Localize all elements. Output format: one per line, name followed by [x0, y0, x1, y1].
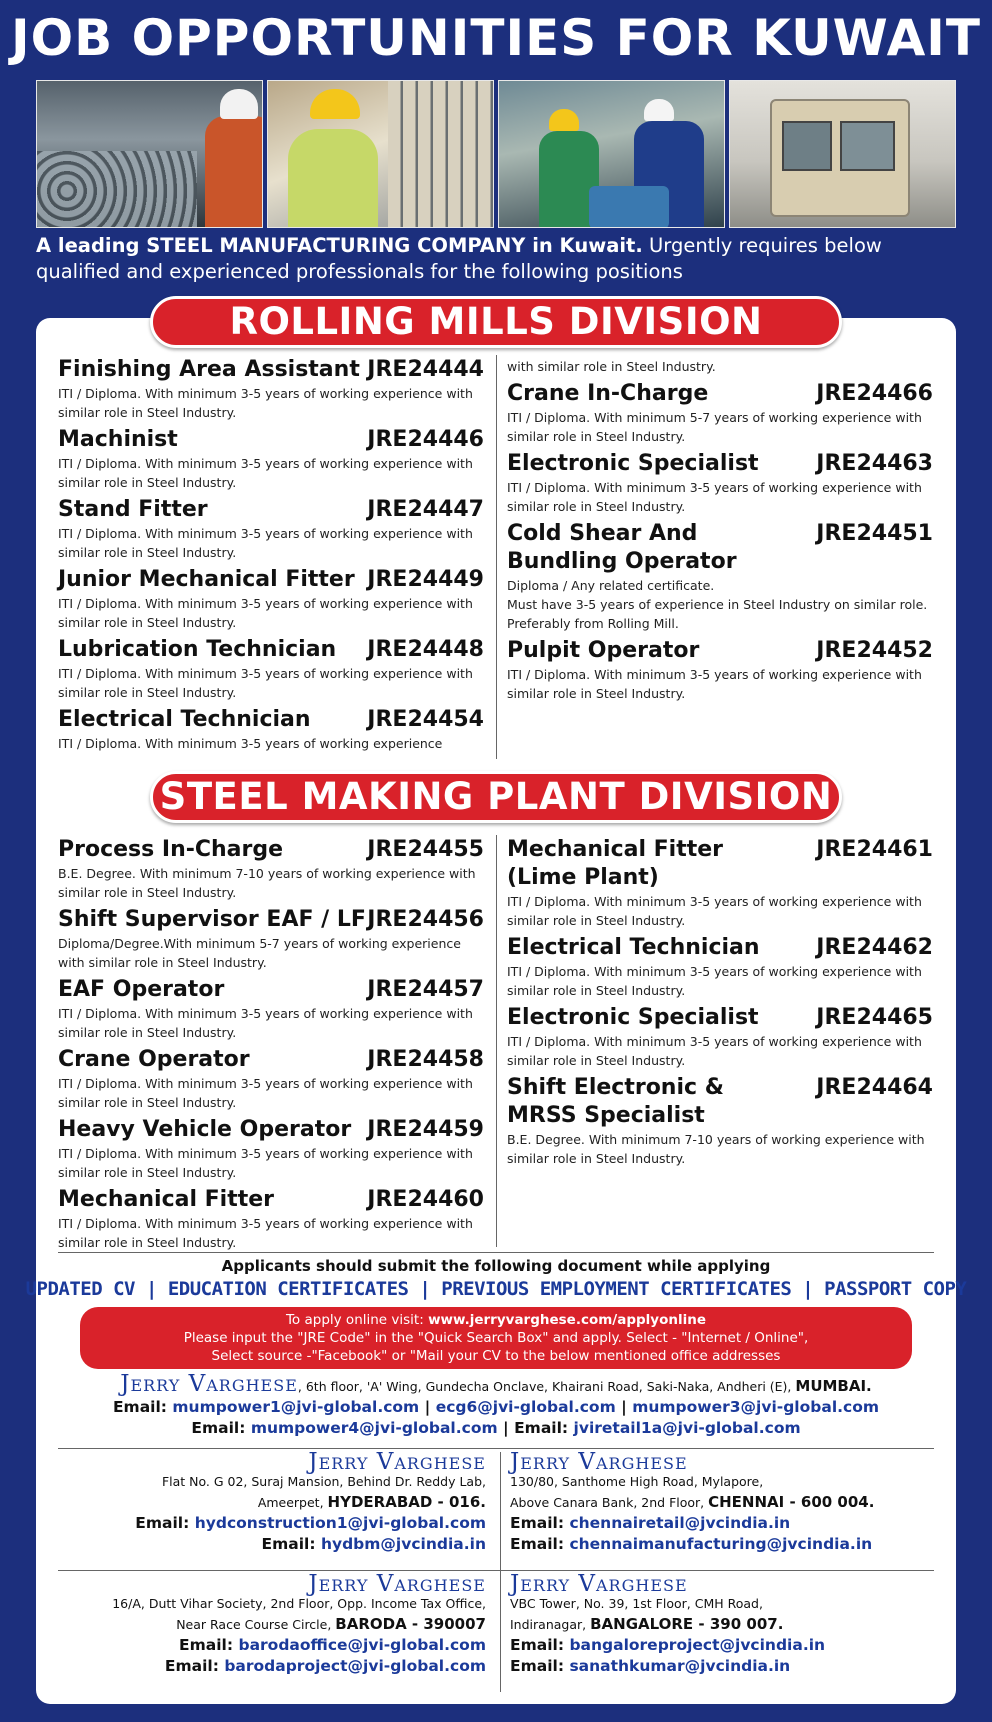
brand-logo: Jerry Varghese [308, 1571, 486, 1597]
job-code: JRE24454 [367, 707, 484, 732]
job-code: JRE24444 [367, 357, 484, 382]
photo-strip [36, 80, 956, 228]
email-link[interactable]: sanathkumar@jvcindia.in [569, 1657, 791, 1675]
job-mechanical-fitter: Mechanical Fitter JRE24460 ITI / Diploma. With minimum 3-5 years of working experience with similar role in Steel Industry. [58, 1187, 484, 1250]
job-finishing-area-assistant: Finishing Area Assistant JRE24444 ITI / Diploma. With minimum 3-5 years of working experience with similar role in Steel Industry. [58, 357, 484, 420]
rolling-divider [496, 355, 497, 759]
job-code: JRE24456 [367, 907, 484, 932]
documents-divider [58, 1252, 934, 1253]
brand-logo: Jerry Varghese [510, 1571, 688, 1597]
intro-company: A leading STEEL MANUFACTURING COMPANY in Kuwait. [36, 234, 643, 257]
job-lubrication-technician: Lubrication Technician JRE24448 ITI / Diploma. With minimum 3-5 years of working experience with similar role in Steel Industry. [58, 637, 484, 700]
job-code: JRE24458 [367, 1047, 484, 1072]
office-chennai: Jerry Varghese 130/80, Santhome High Road, Mylapore, Above Canara Bank, 2nd Floor, CHENNAI - 600 004. Email: chennairetail@jvcindia.in Email: chennaimanufacturing@jvcindia.in [510, 1452, 934, 1555]
intro-requirement: Urgently requires below qualified and experienced professionals for the following positions [36, 234, 882, 283]
job-code: JRE24446 [367, 427, 484, 452]
job-code: JRE24451 [816, 521, 933, 546]
documents-intro: Applicants should submit the following document while applying [221, 1257, 771, 1275]
steel-left-column [58, 836, 484, 1256]
email-link[interactable]: mumpower1@jvi-global.com [172, 1398, 420, 1416]
job-shift-electronic-specialist: Shift Electronic & MRSS Specialist JRE24464 B.E. Degree. With minimum 7-10 years of working experience with similar role in Steel Industry. [507, 1075, 933, 1166]
offices-vertical-divider [500, 1452, 501, 1692]
email-link[interactable]: bangaloreproject@jvcindia.in [569, 1636, 826, 1654]
job-code: JRE24463 [816, 451, 933, 476]
rolling-left-column [58, 356, 484, 757]
job-electrical-technician: Electrical Technician JRE24454 ITI / Diploma. With minimum 3-5 years of working experience [58, 707, 484, 751]
office-hyderabad: Jerry Varghese Flat No. G 02, Suraj Mansion, Behind Dr. Reddy Lab, Ameerpet, HYDERABAD - 016. Email: hydconstruction1@jvi-global.com Email: hydbm@jvcindia.in [58, 1452, 486, 1555]
job-eaf-operator: EAF Operator JRE24457 ITI / Diploma. With minimum 3-5 years of working experience with similar role in Steel Industry. [58, 977, 484, 1040]
brand-logo: Jerry Varghese [510, 1449, 688, 1475]
email-link[interactable]: ecg6@jvi-global.com [435, 1398, 616, 1416]
office-baroda: Jerry Varghese 16/A, Dutt Vihar Society, 2nd Floor, Opp. Income Tax Office, Near Race Course Circle, BARODA - 390007 Email: barodaoffice@jvi-global.com Email: barodaproject@jvi-global.com [58, 1574, 486, 1677]
offices-middle-divider [58, 1570, 934, 1571]
technician-photo [267, 80, 494, 228]
email-link[interactable]: jviretail1a@jvi-global.com [573, 1419, 801, 1437]
email-link[interactable]: hydbm@jvcindia.in [320, 1535, 486, 1553]
email-link[interactable]: chennaimanufacturing@jvcindia.in [569, 1535, 873, 1553]
office-mumbai: Jerry Varghese, 6th floor, 'A' Wing, Gundecha Onclave, Khairani Road, Saki-Naka, Andheri (E), MUMBAI. Email: mumpower1@jvi-global.com | ecg6@jvi-global.com | mumpower3@jvi-global.com Email: mumpower4@jvi-global.com | Email: jviretail1a@jvi-global.com [112, 1371, 880, 1437]
steel-coils-photo [36, 80, 263, 228]
brand-logo: Jerry Varghese [308, 1449, 486, 1475]
documents-list: UPDATED CV | EDUCATION CERTIFICATES | PREVIOUS EMPLOYMENT CERTIFICATES | PASSPORT COPY [25, 1278, 967, 1300]
brand-logo: Jerry Varghese [120, 1371, 298, 1397]
job-mechanical-fitter-lime: Mechanical Fitter (Lime Plant) JRE24461 ITI / Diploma. With minimum 3-5 years of working experience with similar role in Steel Industry. [507, 837, 933, 928]
job-electronic-specialist: Electronic Specialist JRE24463 ITI / Diploma. With minimum 3-5 years of working experience with similar role in Steel Industry. [507, 451, 933, 514]
job-code: JRE24461 [816, 837, 933, 862]
offices-top-divider [58, 1448, 934, 1449]
job-code: JRE24466 [816, 381, 933, 406]
control-cabin-photo [729, 80, 956, 228]
job-code: JRE24455 [367, 837, 484, 862]
job-code: JRE24465 [816, 1005, 933, 1030]
job-junior-mechanical-fitter: Junior Mechanical Fitter JRE24449 ITI / Diploma. With minimum 3-5 years of working experience with similar role in Steel Industry. [58, 567, 484, 630]
job-stand-fitter: Stand Fitter JRE24447 ITI / Diploma. With minimum 3-5 years of working experience with similar role in Steel Industry. [58, 497, 484, 560]
job-code: JRE24452 [816, 638, 933, 663]
rolling-right-column [507, 357, 933, 707]
job-heavy-vehicle-operator: Heavy Vehicle Operator JRE24459 ITI / Diploma. With minimum 3-5 years of working experience with similar role in Steel Industry. [58, 1117, 484, 1180]
intro-text [36, 233, 956, 285]
job-code: JRE24462 [816, 935, 933, 960]
workers-photo [498, 80, 725, 228]
job-code: JRE24464 [816, 1075, 933, 1100]
email-link[interactable]: mumpower3@jvi-global.com [632, 1398, 880, 1416]
job-code: JRE24448 [367, 637, 484, 662]
job-crane-operator: Crane Operator JRE24458 ITI / Diploma. With minimum 3-5 years of working experience with similar role in Steel Industry. [58, 1047, 484, 1110]
job-code: JRE24460 [367, 1187, 484, 1212]
email-link[interactable]: barodaoffice@jvi-global.com [238, 1636, 486, 1654]
email-link[interactable]: barodaproject@jvi-global.com [224, 1657, 486, 1675]
page-title: JOB OPPORTUNITIES FOR KUWAIT [11, 9, 981, 67]
email-link[interactable]: chennairetail@jvcindia.in [569, 1514, 791, 1532]
steel-divider [496, 835, 497, 1247]
job-code: JRE24457 [367, 977, 484, 1002]
job-cold-shear-operator: Cold Shear And Bundling Operator JRE24451 Diploma / Any related certificate. Must have 3-5 years of experience in Steel Industry on similar role. Preferably from Rolling Mill. [507, 521, 933, 631]
rolling-mills-banner: ROLLING MILLS DIVISION [150, 296, 842, 348]
steel-making-banner: STEEL MAKING PLANT DIVISION [150, 771, 842, 823]
job-machinist: Machinist JRE24446 ITI / Diploma. With minimum 3-5 years of working experience with similar role in Steel Industry. [58, 427, 484, 490]
apply-url-link[interactable]: www.jerryvarghese.com/applyonline [428, 1312, 707, 1328]
job-code: JRE24447 [367, 497, 484, 522]
job-electronic-specialist-smp: Electronic Specialist JRE24465 ITI / Diploma. With minimum 3-5 years of working experience with similar role in Steel Industry. [507, 1005, 933, 1068]
job-crane-in-charge: Crane In-Charge JRE24466 ITI / Diploma. With minimum 5-7 years of working experience with similar role in Steel Industry. [507, 381, 933, 444]
job-shift-supervisor: Shift Supervisor EAF / LF JRE24456 Diploma/Degree.With minimum 5-7 years of working experience with similar role in Steel Industry. [58, 907, 484, 970]
apply-instructions: To apply online visit: www.jerryvarghese.com/applyonline Please input the "JRE Code" in the "Quick Search Box" and apply. Select - "Internet / Online", Select source -"Facebook" or "Mail your CV to the below mentioned office addresses [80, 1307, 912, 1369]
email-link[interactable]: mumpower4@jvi-global.com [250, 1419, 498, 1437]
job-code: JRE24459 [367, 1117, 484, 1142]
job-code: JRE24449 [367, 567, 484, 592]
steel-right-column [507, 836, 933, 1172]
continued-description: with similar role in Steel Industry. [507, 359, 716, 374]
job-pulpit-operator: Pulpit Operator JRE24452 ITI / Diploma. With minimum 3-5 years of working experience with similar role in Steel Industry. [507, 638, 933, 701]
job-electrical-technician-smp: Electrical Technician JRE24462 ITI / Diploma. With minimum 3-5 years of working experience with similar role in Steel Industry. [507, 935, 933, 998]
job-process-in-charge: Process In-Charge JRE24455 B.E. Degree. With minimum 7-10 years of working experience with similar role in Steel Industry. [58, 837, 484, 900]
office-bangalore: Jerry Varghese VBC Tower, No. 39, 1st Floor, CMH Road, Indiranagar, BANGALORE - 390 007. Email: bangaloreproject@jvcindia.in Email: sanathkumar@jvcindia.in [510, 1574, 934, 1677]
email-link[interactable]: hydconstruction1@jvi-global.com [194, 1514, 486, 1532]
